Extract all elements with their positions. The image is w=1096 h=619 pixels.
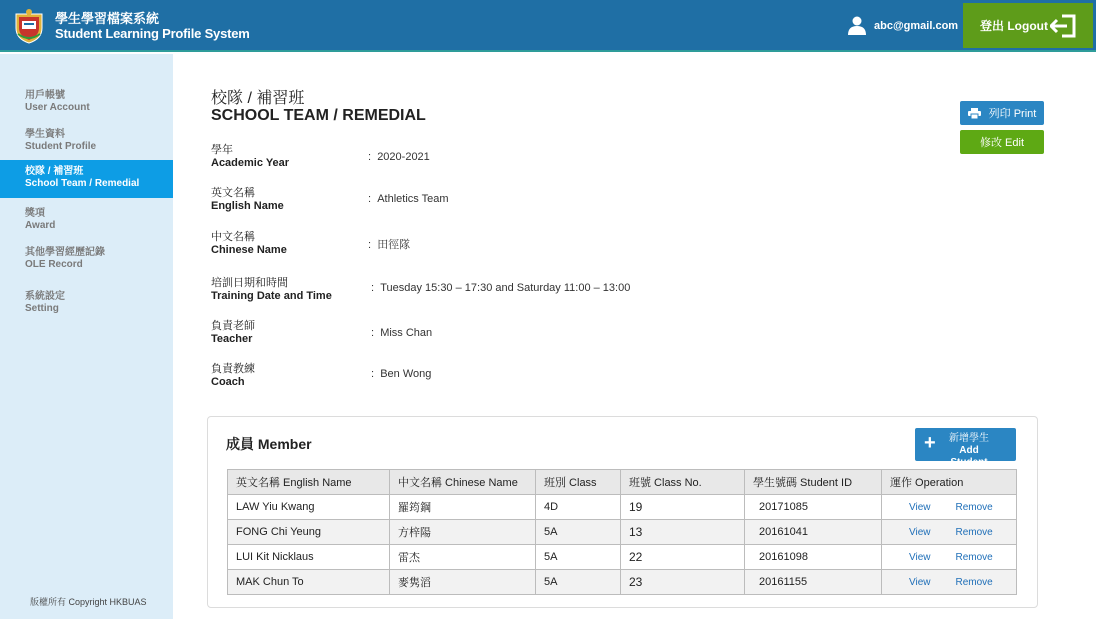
sidebar-item-user-account[interactable] xyxy=(0,84,173,121)
add-student-label xyxy=(941,433,997,469)
user-email: abc@gmail.com xyxy=(874,19,959,32)
table-row xyxy=(228,545,1017,570)
teacher-value: Miss Chan xyxy=(380,327,433,339)
member-section-title: 成員 Member xyxy=(226,436,312,452)
field-value-training-time xyxy=(371,282,630,294)
cell-english-name: FONG Chi Yeung xyxy=(228,520,390,545)
sidebar xyxy=(0,54,173,619)
field-label-zh: 負責教練 xyxy=(211,363,255,375)
column-header-english-name: 英文名稱 English Name xyxy=(228,470,390,495)
cell-student-id: 20161041 xyxy=(745,520,882,545)
cell-english-name: LUI Kit Nicklaus xyxy=(228,545,390,570)
top-header xyxy=(0,0,1096,52)
user-account-area[interactable] xyxy=(848,16,958,35)
sidebar-item-label-zh: 獎項 xyxy=(25,208,45,219)
cell-class: 4D xyxy=(536,495,621,520)
print-label: 列印 Print xyxy=(988,108,1037,120)
field-label-chinese-name xyxy=(211,231,287,257)
table-header-row xyxy=(228,470,1017,495)
sidebar-item-label-en: Award xyxy=(25,220,56,231)
academic-year-value: 2020-2021 xyxy=(377,151,430,163)
school-crest-logo xyxy=(12,8,46,44)
print-button[interactable] xyxy=(960,101,1044,125)
edit-button[interactable] xyxy=(960,130,1044,154)
sidebar-item-label-en: School Team / Remedial xyxy=(25,178,140,189)
logout-label: 登出 Logout xyxy=(980,19,1048,33)
field-label-en: Coach xyxy=(211,376,245,388)
column-header-operation: 運作 Operation xyxy=(882,470,1017,495)
logout-button[interactable] xyxy=(963,3,1093,48)
view-link[interactable]: View xyxy=(909,527,931,538)
field-separator: : xyxy=(368,239,372,251)
table-row xyxy=(228,520,1017,545)
view-link[interactable]: View xyxy=(909,577,931,588)
field-label-coach xyxy=(211,363,255,389)
column-header-class-no: 班號 Class No. xyxy=(621,470,745,495)
cell-class: 5A xyxy=(536,570,621,595)
field-separator: : xyxy=(371,282,375,294)
add-student-label-zh: 新增學生 xyxy=(949,433,989,444)
sidebar-item-label-en: OLE Record xyxy=(25,259,83,270)
cell-class-no: 19 xyxy=(621,495,745,520)
cell-operation xyxy=(882,545,1017,570)
field-label-zh: 學年 xyxy=(211,144,233,156)
sidebar-item-setting[interactable] xyxy=(0,285,173,322)
remove-link[interactable]: Remove xyxy=(955,502,993,513)
sidebar-item-label-zh: 其他學習經歷記錄 xyxy=(25,247,105,258)
cell-student-id: 20171085 xyxy=(745,495,882,520)
sidebar-item-label-en: Setting xyxy=(25,303,59,314)
view-link[interactable]: View xyxy=(909,502,931,513)
field-label-en: English Name xyxy=(211,200,284,212)
app-title xyxy=(55,11,250,41)
field-label-en: Teacher xyxy=(211,333,253,345)
field-label-zh: 中文名稱 xyxy=(211,231,255,243)
cell-chinese-name: 麥隽滔 xyxy=(390,570,536,595)
table-row xyxy=(228,570,1017,595)
training-time-value: Tuesday 15:30 – 17:30 and Saturday 11:00 – 13:00 xyxy=(380,282,631,294)
cell-class-no: 23 xyxy=(621,570,745,595)
cell-operation xyxy=(882,495,1017,520)
edit-label: 修改 Edit xyxy=(979,137,1024,149)
cell-chinese-name: 羅筠鋼 xyxy=(390,495,536,520)
column-header-student-id: 學生號碼 Student ID xyxy=(745,470,882,495)
field-label-en: Chinese Name xyxy=(211,244,287,256)
cell-operation xyxy=(882,570,1017,595)
member-table xyxy=(227,469,1017,595)
column-header-class: 班別 Class xyxy=(536,470,621,495)
app-title-en: Student Learning Profile System xyxy=(55,26,250,41)
field-label-teacher xyxy=(211,320,255,346)
field-value-coach xyxy=(371,368,431,380)
remove-link[interactable]: Remove xyxy=(955,527,993,538)
sidebar-item-school-team[interactable] xyxy=(0,160,173,198)
add-student-button[interactable] xyxy=(915,428,1016,468)
sidebar-item-label-en: Student Profile xyxy=(25,141,97,152)
field-label-en: Academic Year xyxy=(211,157,290,169)
sidebar-item-label-zh: 校隊 / 補習班 xyxy=(25,166,84,177)
field-value-teacher xyxy=(371,327,432,339)
remove-link[interactable]: Remove xyxy=(955,577,993,588)
field-separator: : xyxy=(368,193,372,205)
field-label-zh: 培訓日期和時間 xyxy=(211,277,288,289)
field-value-chinese-name xyxy=(368,236,410,252)
add-student-label-en: Add Student xyxy=(950,445,988,468)
cell-english-name: LAW Yiu Kwang xyxy=(228,495,390,520)
cell-english-name: MAK Chun To xyxy=(228,570,390,595)
cell-chinese-name: 方梓陽 xyxy=(390,520,536,545)
cell-student-id: 20161155 xyxy=(745,570,882,595)
cell-chinese-name: 雷杰 xyxy=(390,545,536,570)
field-separator: : xyxy=(368,151,372,163)
sidebar-item-award[interactable] xyxy=(0,202,173,239)
cell-class: 5A xyxy=(536,545,621,570)
field-label-english-name xyxy=(211,187,284,213)
printer-icon xyxy=(968,108,981,119)
page-title-zh: 校隊 / 補習班 xyxy=(211,90,305,107)
coach-value: Ben Wong xyxy=(380,368,432,380)
field-separator: : xyxy=(371,327,375,339)
cell-operation xyxy=(882,520,1017,545)
logout-icon xyxy=(1050,14,1076,38)
table-row xyxy=(228,495,1017,520)
field-label-zh: 負責老師 xyxy=(211,320,255,332)
sidebar-item-student-profile[interactable] xyxy=(0,123,173,160)
english-name-value: Athletics Team xyxy=(377,193,449,205)
column-header-chinese-name: 中文名稱 Chinese Name xyxy=(390,470,536,495)
field-label-en: Training Date and Time xyxy=(211,290,332,302)
cell-class-no: 22 xyxy=(621,545,745,570)
sidebar-item-label-zh: 用戶帳號 xyxy=(25,90,65,101)
sidebar-item-label-zh: 學生資料 xyxy=(25,129,65,140)
sidebar-item-label-zh: 系統設定 xyxy=(25,291,65,302)
user-icon xyxy=(848,16,866,35)
field-value-academic-year xyxy=(368,151,430,163)
field-value-english-name xyxy=(368,193,449,205)
field-label-academic-year xyxy=(211,144,289,170)
cell-class: 5A xyxy=(536,520,621,545)
field-label-zh: 英文名稱 xyxy=(211,187,255,199)
app-title-zh: 學生學習檔案系統 xyxy=(55,11,160,26)
chinese-name-value: 田徑隊 xyxy=(377,239,411,251)
sidebar-item-label-en: User Account xyxy=(25,102,90,113)
view-link[interactable]: View xyxy=(909,552,931,563)
sidebar-item-ole-record[interactable] xyxy=(0,241,173,278)
cell-student-id: 20161098 xyxy=(745,545,882,570)
plus-icon: + xyxy=(924,432,936,454)
cell-class-no: 13 xyxy=(621,520,745,545)
remove-link[interactable]: Remove xyxy=(955,552,993,563)
field-label-training-time xyxy=(211,277,332,303)
field-separator: : xyxy=(371,368,375,380)
copyright-text: 版權所有 Copyright HKBUAS xyxy=(30,597,147,607)
page-title: SCHOOL TEAM / REMEDIAL xyxy=(211,107,426,124)
